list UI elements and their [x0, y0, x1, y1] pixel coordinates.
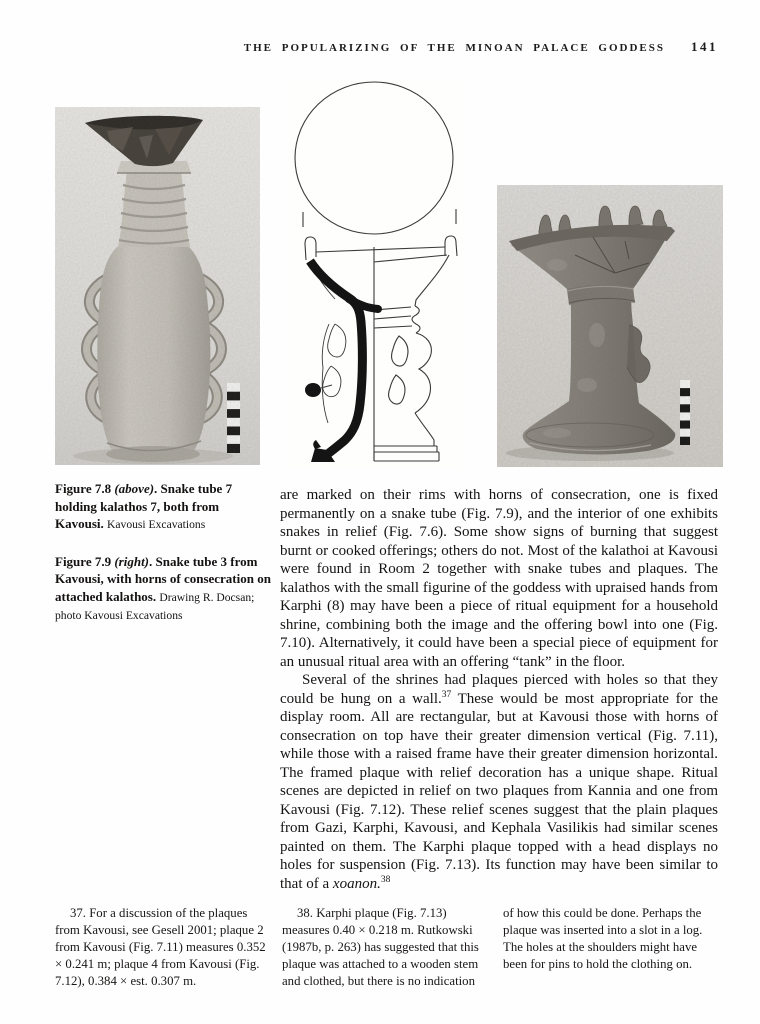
caption-7-9-credit: Drawing R. Docsan; photo Kavousi Excavations — [55, 590, 255, 622]
snake-tube-7-photo-art — [55, 107, 260, 465]
caption-figure-7-9 — [55, 553, 271, 625]
main-text-column — [280, 486, 718, 893]
footnote-ref-37: 37 — [441, 689, 452, 700]
snake-tube-3-drawing-art — [287, 78, 462, 468]
footnote-38-column-2: of how this could be done. Perhaps the plaque was inserted into a slot in a log. The holes at the shoulders might have been for pins to hold the clothing on. — [503, 906, 703, 971]
paragraph-2-text-a: Several of the shrines had plaques pierced with holes so that they could be hung on a wall. — [280, 672, 718, 707]
footnote-37: 37. For a discussion of the plaques from Kavousi, see Gesell 2001; plaque 2 from Kavousi (Fig. 7.11) measures 0.352 × 0.241 m; plaque 4 from Kavousi (Fig. 7.12), 0.384 × est. 0.307 m. — [55, 906, 266, 988]
caption-7-9-title: . Snake tube 3 from Kavousi, with horns of consecration on attached kalathos. — [55, 553, 271, 604]
caption-figure-7-8 — [55, 480, 271, 534]
paragraph-1: are marked on their rims with horns of consecration, one is fixed permanently on a snake tube (Fig. 7.9), and the interior of one exhibits snakes in relief (Fig. 7.6). Some show signs of burning that suggest burnt or cooked offerings; others do not. Most of the kalathoi at Kavousi were found in Room 2 together with snake tubes and plaques. The kalathos with the small figurine of the goddess with upraised hands from Karphi (8) may have been a piece of ritual equipment for a household shrine, combining both the image and the offering bowl into one (Fig. 7.10). Alternatively, it could have been a special piece of equipment for an unusual ritual area with an offering “tank” in the floor. — [280, 487, 718, 670]
caption-7-8-position-note: (above) — [114, 481, 155, 496]
footnote-38-column-1: 38. Karphi plaque (Fig. 7.13) measures 0.40 × 0.218 m. Rutkowski (1987b, p. 263) has suggested that this plaque was attached to a wooden stem and clothed, but there is no indication — [282, 906, 479, 988]
caption-7-8-label: Figure 7.8 — [55, 481, 115, 496]
figure-7-8-photo — [55, 107, 260, 465]
paragraph-2-text-b: These would be most appropriate for the display room. All are rectangular, but at Kavousi those with horns of consecration on top have their greater dimension vertical (Fig. 7.11), while those with a raised frame have their greater dimension horizontal. The framed plaque with relief decoration has a unique shape. Ritual scenes are depicted in relief on two plaques from Kannia and one from Kavousi (Fig. 7.12). These relief scenes suggest that the plain plaques from Gazi, Karphi, Kavousi, and Kephala Vasilikis had similar scenes painted on them. The Karphi plaque topped with a head displays no holes for suspension (Fig. 7.13). Its function may have been similar to that of a — [280, 690, 718, 892]
caption-7-9-label: Figure 7.9 — [55, 553, 115, 569]
running-head — [0, 39, 718, 55]
running-head-title: THE POPULARIZING OF THE MINOAN PALACE GODDESS — [243, 42, 665, 54]
paragraph-2 — [280, 671, 718, 893]
caption-7-9-position-note: (right) — [114, 553, 150, 569]
page-number: 141 — [691, 39, 718, 54]
snake-tube-3-photo-art — [497, 185, 723, 467]
footnote-ref-38: 38 — [380, 874, 391, 885]
figure-7-9-drawing — [287, 78, 462, 468]
paragraph-2-italic-term: xoanon. — [332, 875, 381, 892]
caption-7-8-title: . Snake tube 7 holding kalathos 7, both from Kavousi. — [55, 481, 233, 531]
figure-captions — [55, 480, 271, 644]
section-dot — [305, 383, 321, 397]
caption-7-8-credit: Kavousi Excavations — [107, 518, 206, 531]
figure-7-9-photo — [497, 185, 723, 467]
